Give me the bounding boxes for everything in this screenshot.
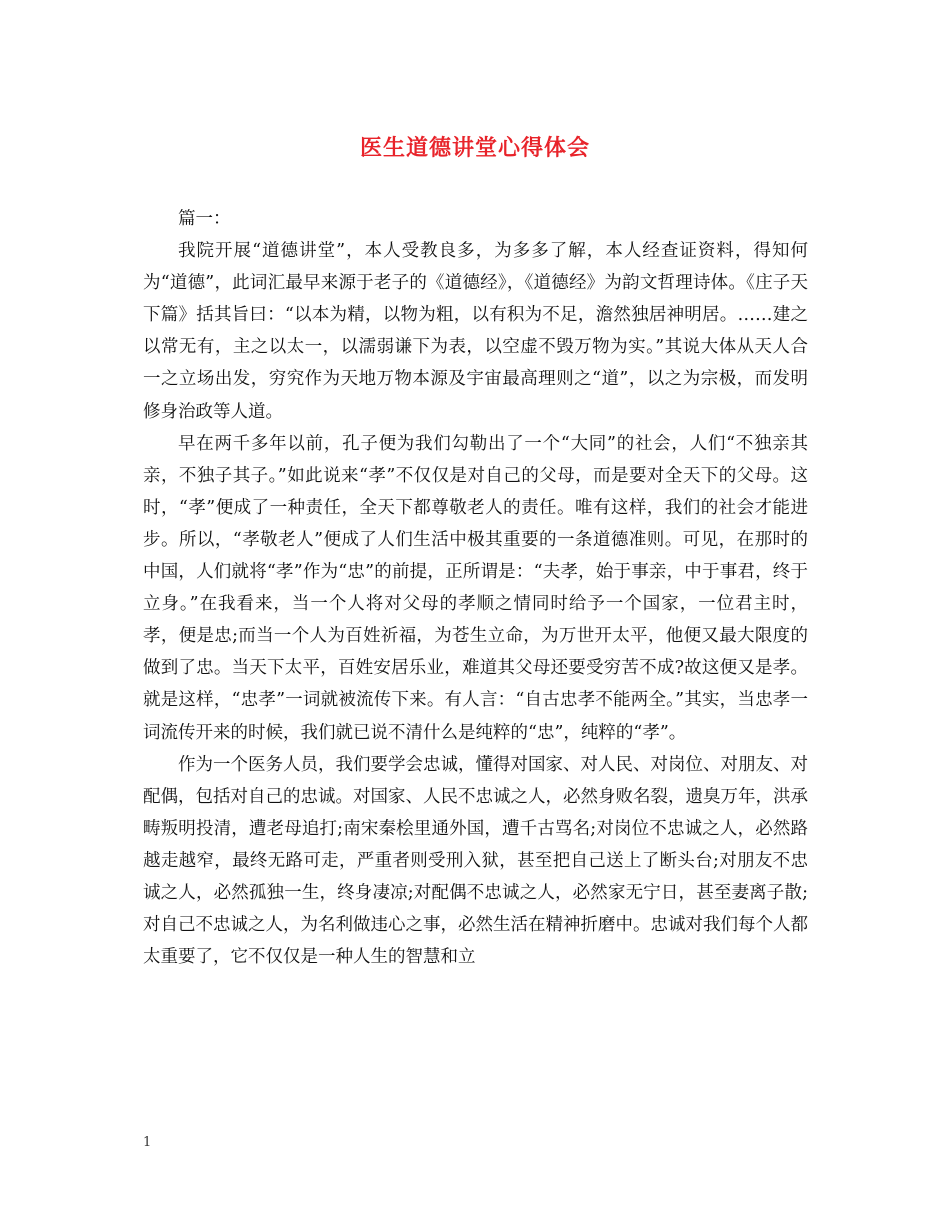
document-title: 医生道德讲堂心得体会	[359, 135, 590, 161]
section-heading: 篇一：	[178, 209, 231, 229]
paragraph: 早在两千多年以前，孔子便为我们勾勒出了一个“大同”的社会，人们“不独亲其亲，不独子其子。”如此说来“孝”不仅仅是对自己的父母，而是要对全天下的父母。这时，“孝”便成了一种责任，全天下都尊敬老人的责任。唯有这样，我们的社会才能进步。所以，“孝敬老人”便成了人们生活中极其重要的一条道德准则。可见，在那时的中国，人们就将“孝”作为“忠”的前提，正所谓是：“夫孝，始于事亲，中于事君，终于立身。”在我看来，当一个人将对父母的孝顺之情同时给予一个国家，一位君主时，孝，便是忠;而当一个人为百姓祈福，为苍生立命，为万世开太平，他便又最大限度的做到了忠。当天下太平，百姓安居乐业，难道其父母还要受穷苦不成?故这便又是孝。就是这样，“忠孝”一词就被流传下来。有人言：“自古忠孝不能两全。”其实，当忠孝一词流传开来的时候，我们就已说不清什么是纯粹的“忠”，纯粹的“孝”。	[143, 433, 808, 743]
page-number: 1	[143, 1135, 152, 1150]
paragraph: 我院开展“道德讲堂”，本人受教良多，为多多了解，本人经查证资料，得知何为“道德”，此词汇最早来源于老子的《道德经》，《道德经》为韵文哲理诗体。《庄子天下篇》括其旨曰：“以本为精，以物为粗，以有积为不足，澹然独居神明居。……建之以常无有，主之以太一，以濡弱谦下为表，以空虚不毁万物为实。”其说大体从天人合一之立场出发，穷究作为天地万物本源及宇宙最高理则之“道”，以之为宗极，而发明修身治政等人道。	[143, 241, 808, 422]
paragraph: 作为一个医务人员，我们要学会忠诚，懂得对国家、对人民、对岗位、对朋友、对配偶，包括对自己的忠诚。对国家、人民不忠诚之人，必然身败名裂，遗臭万年，洪承畴叛明投清，遭老母追打;南宋秦桧里通外国，遭千古骂名;对岗位不忠诚之人，必然路越走越窄，最终无路可走，严重者则受刑入狱，甚至把自己送上了断头台;对朋友不忠诚之人，必然孤独一生，终身凄凉;对配偶不忠诚之人，必然家无宁日，甚至妻离子散;对自己不忠诚之人，为名利做违心之事，必然生活在精神折磨中。忠诚对我们每个人都太重要了，它不仅仅是一种人生的智慧和立	[143, 754, 808, 968]
document-body	[143, 203, 808, 973]
